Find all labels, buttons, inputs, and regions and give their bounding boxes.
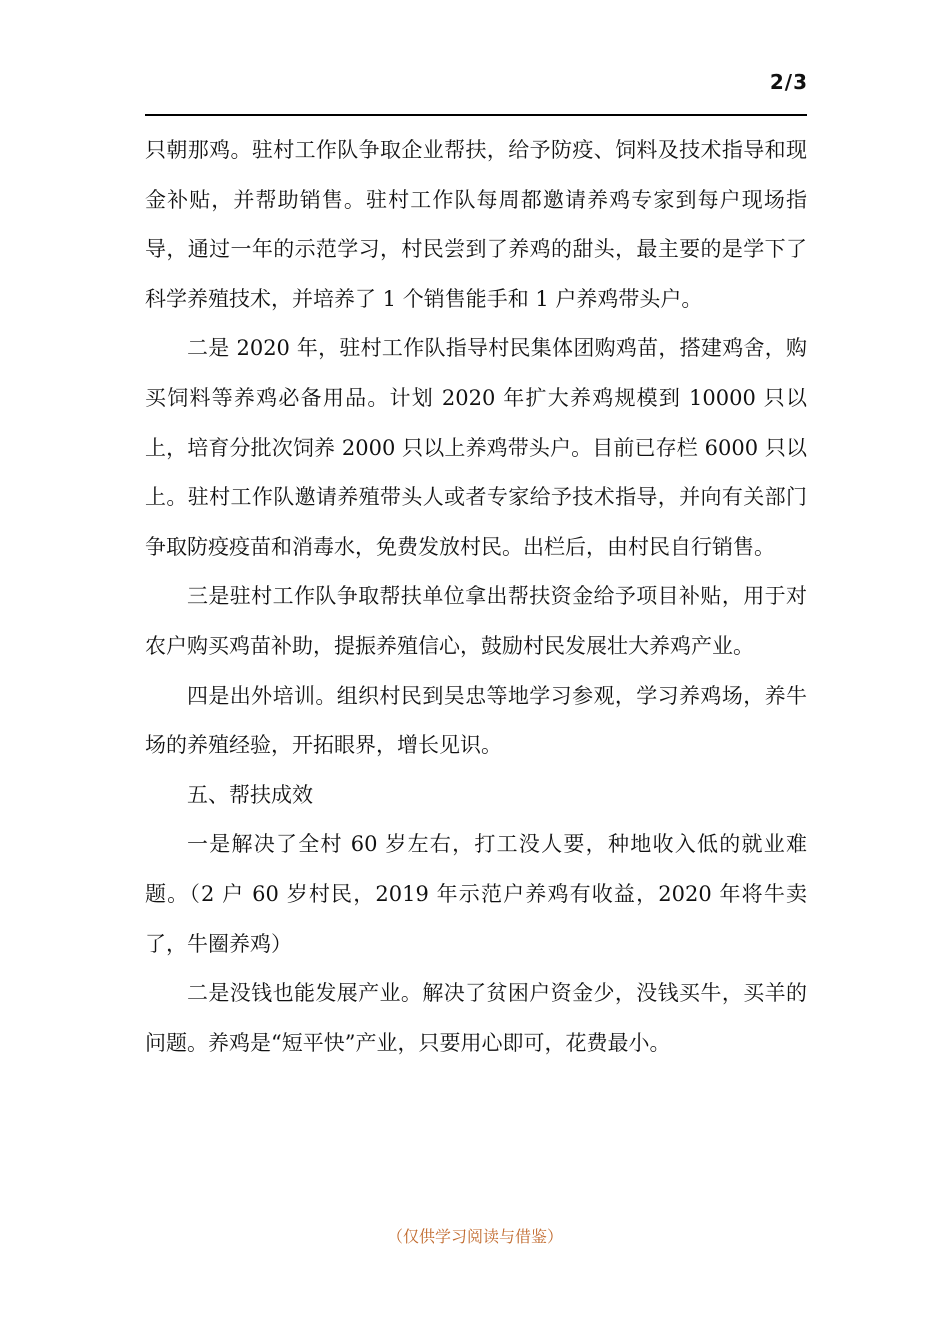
page-number: 2/3 [769,70,808,94]
paragraph-point-four: 四是出外培训。组织村民到吴忠等地学习参观，学习养鸡场，养牛场的养殖经验，开拓眼界，增长见识。 [145,683,807,758]
header-divider [145,114,807,116]
document-body [145,126,807,1068]
paragraph-point-three: 三是驻村工作队争取帮扶单位拿出帮扶资金给予项目补贴，用于对农户购买鸡苗补助，提振养殖信心，鼓励村民发展壮大养鸡产业。 [145,584,807,658]
section-heading-results: 五、帮扶成效 [187,782,313,807]
paragraph-continuation: 只朝那鸡。驻村工作队争取企业帮扶，给予防疫、饲料及技术指导和现金补贴，并帮助销售。驻村工作队每周都邀请养鸡专家到每户现场指导，通过一年的示范学习，村民尝到了养鸡的甜头，最主要的是学下了科学养殖技术，并培养了 1 个销售能手和 1 户养鸡带头户。 [145,138,807,311]
paragraph-point-two: 二是 2020 年，驻村工作队指导村民集体团购鸡苗，搭建鸡舍，购买饲料等养鸡必备用品。计划 2020 年扩大养鸡规模到 10000 只以上，培育分批次饲养 2000 只以上养鸡带头户。目前已存栏 6000 只以上。驻村工作队邀请养殖带头人或者专家给予技术指导，并向有关部门争取防疫疫苗和消毒水，免费发放村民。出栏后，由村民自行销售。 [145,336,807,559]
footer-disclaimer: （仅供学习阅读与借鉴） [386,1227,563,1246]
paragraph-result-one: 一是解决了全村 60 岁左右，打工没人要，种地收入低的就业难题。（2 户 60 岁村民，2019 年示范户养鸡有收益，2020 年将牛卖了，牛圈养鸡） [145,832,807,956]
paragraph-result-two: 二是没钱也能发展产业。解决了贫困户资金少，没钱买牛，买羊的问题。养鸡是“短平快”产业，只要用心即可，花费最小。 [145,981,807,1055]
